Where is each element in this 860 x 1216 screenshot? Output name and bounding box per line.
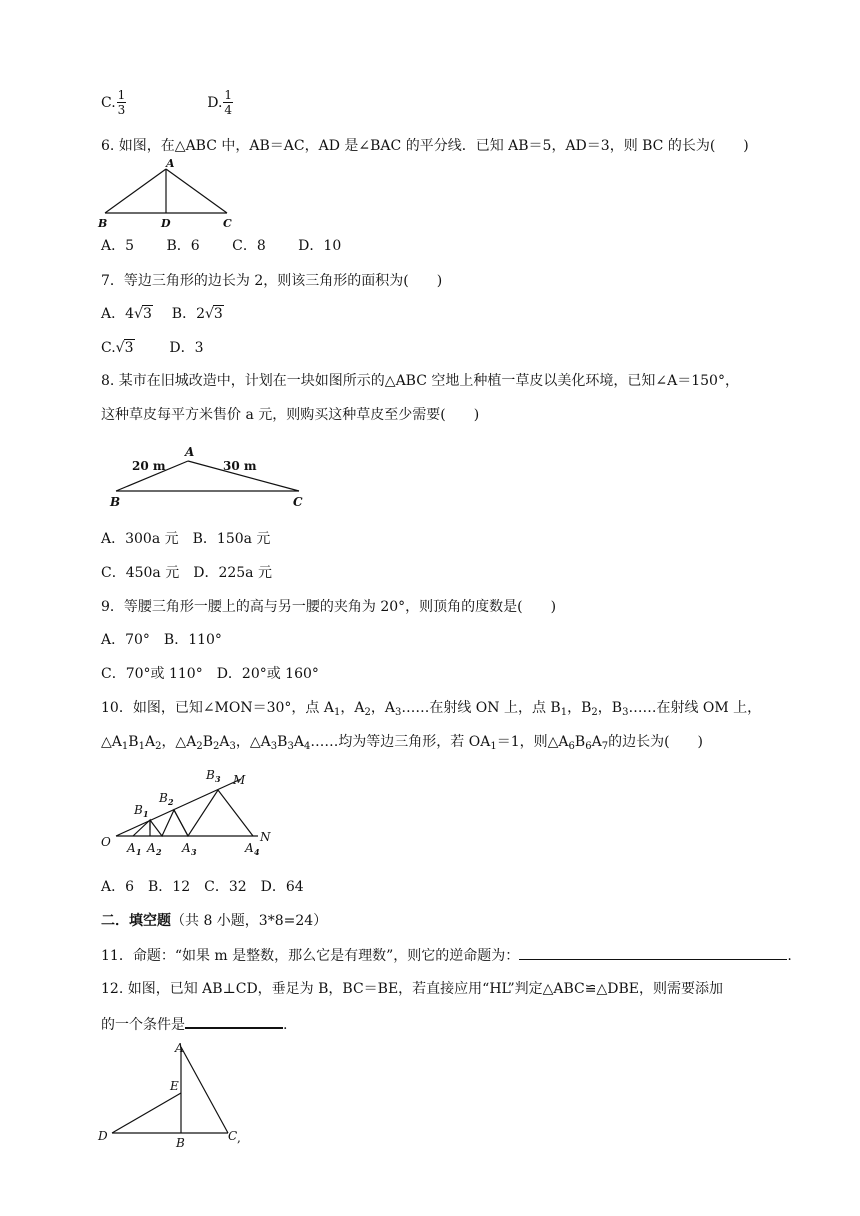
fraction: $\frac{1}{3}$ xyxy=(117,88,126,117)
label-a4: A xyxy=(245,841,254,855)
q8-options-row1: A．300a 元 B．150a 元 xyxy=(101,531,271,547)
label-ac-length: 30 m xyxy=(223,459,257,473)
q8-options-row2: C．450a 元 D．225a 元 xyxy=(101,565,272,581)
label-b: B xyxy=(110,495,121,509)
q6-stem: 6. 如图，在△ABC 中，AB＝AC，AD 是∠BAC 的平分线．已知 AB＝5，AD＝3，则 BC 的长为( ) xyxy=(101,138,749,154)
section-title: 二．填空题 xyxy=(101,913,171,929)
label-a: A xyxy=(175,1041,184,1055)
label-b2: B xyxy=(159,791,168,805)
label-b3: B xyxy=(206,768,215,782)
label-o: O xyxy=(101,835,111,849)
label-b: B xyxy=(98,217,108,230)
answer-blank[interactable] xyxy=(185,1013,283,1029)
q7-options-row1: A．4√3 B．2√3 xyxy=(101,306,223,322)
q9-stem: 9．等腰三角形一腰上的高与另一腰的夹角为 20°，则顶角的度数是( ) xyxy=(101,599,557,615)
q5-options xyxy=(101,88,233,117)
label-a1: A xyxy=(127,841,136,855)
label-a: A xyxy=(185,445,195,459)
q12-stem-line2: 的一个条件是 . xyxy=(101,1013,287,1035)
q10-options: A．6 B．12 C．32 D．64 xyxy=(101,879,304,895)
label-a1-index: 1 xyxy=(136,847,142,857)
section-heading xyxy=(101,911,327,931)
q10-figure xyxy=(98,764,283,864)
q6-options: A．5 B．6 C．8 D．10 xyxy=(101,238,342,254)
label-a: A xyxy=(166,157,175,170)
label-b3-index: 3 xyxy=(215,774,221,784)
q5-option-c: C. $\frac{1}{3}$ xyxy=(101,88,126,117)
q5-option-d: D. $\frac{1}{4}$ xyxy=(207,88,233,117)
label-e: E xyxy=(170,1079,179,1093)
section-note: （共 8 小题，3*8=24） xyxy=(171,913,328,929)
radical-sign: √ xyxy=(204,306,214,322)
label-a2-index: 2 xyxy=(156,847,162,857)
label-d: D xyxy=(161,217,171,230)
q11-stem: 11．命题：“如果 m 是整数，那么它是有理数”，则它的逆命题为： . xyxy=(101,945,792,966)
q6-figure xyxy=(95,157,245,232)
q9-options-row2: C．70°或 110° D．20°或 160° xyxy=(101,666,319,682)
q7-stem: 7．等边三角形的边长为 2，则该三角形的面积为( ) xyxy=(101,273,443,289)
label-ab-length: 20 m xyxy=(132,459,166,473)
label-d: D xyxy=(98,1129,108,1143)
q10-stem-line2: $\triangle A_1B_1A_2$，$\triangle A_2B_2A_3$，$\triangle A_3B_3A_4\dots\dots$均为等边三角形，若 $OA_1=1$，则$\triangle A_6B_6A_7$的边长为( ) xyxy=(101,734,704,752)
trailing-comma: , xyxy=(237,1131,241,1145)
label-c: C xyxy=(223,217,232,230)
q12-stem-line1: 12. 如图，已知 AB⊥CD，垂足为 B，BC＝BE，若直接应用“HL”判定△ABC≌△DBE，则需要添加 xyxy=(101,981,724,997)
radical-sign: √ xyxy=(115,340,125,356)
q10-stem-line1: 10．如图，已知∠MON＝30°，点 $A_1$，$A_2$，$A_3\dots\dots$在射线 ON 上，点 $B_1$，$B_2$，$B_3\dots\dots$在射线 OM 上， xyxy=(101,700,762,718)
label-b1-index: 1 xyxy=(143,809,149,819)
q9-options-row1: A．70° B．110° xyxy=(101,632,222,648)
q8-stem-line1: 8. 某市在旧城改造中，计划在一块如图所示的△ABC 空地上种植一草皮以美化环境，已知∠A＝150°， xyxy=(101,373,739,389)
label-c: C xyxy=(293,495,303,509)
answer-blank[interactable] xyxy=(519,945,787,960)
label-c: C xyxy=(228,1129,238,1143)
label-b1: B xyxy=(134,803,143,817)
label-a2: A xyxy=(147,841,156,855)
label-b2-index: 2 xyxy=(168,797,174,807)
label-a4-index: 4 xyxy=(254,847,260,857)
label-a3: A xyxy=(182,841,191,855)
label-b: B xyxy=(176,1136,185,1150)
label-a3-index: 3 xyxy=(191,847,197,857)
q12-figure xyxy=(95,1040,255,1150)
q7-options-row2: C.√3 D．3 xyxy=(101,340,204,356)
label-m: M xyxy=(233,773,246,787)
fraction: $\frac{1}{4}$ xyxy=(224,88,233,117)
q8-stem-line2: 这种草皮每平方米售价 a 元，则购买这种草皮至少需要( ) xyxy=(101,407,480,423)
label-n: N xyxy=(260,830,271,844)
radical-sign: √ xyxy=(134,306,143,322)
q8-figure xyxy=(105,443,315,513)
